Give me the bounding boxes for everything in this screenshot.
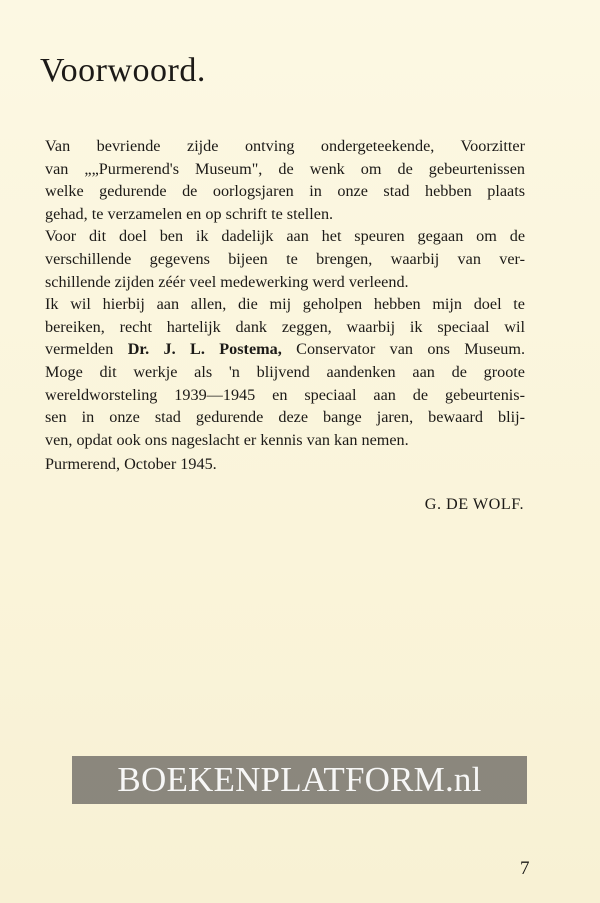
text-line-with-name xyxy=(45,338,525,361)
text-line: wereldworsteling 1939—1945 en speciaal aan de gebeurtenis- xyxy=(45,385,525,404)
text-line: sen in onze stad gedurende deze bange jaren, bewaard blij- xyxy=(45,408,525,427)
page-number: 7 xyxy=(520,858,530,879)
page-title: Voorwoord. xyxy=(40,52,206,89)
text-line: gehad, te verzamelen en op schrift te stellen. xyxy=(45,204,334,223)
text-line: Voor dit doel ben ik dadelijk aan het speuren gegaan om de xyxy=(45,227,525,246)
text-fragment: vermelden xyxy=(45,340,128,359)
text-line: schillende zijden zéér veel medewerking werd verleend. xyxy=(45,272,409,291)
text-line: Van bevriende zijde ontving ondergeteekende, Voorzitter xyxy=(45,137,525,155)
text-fragment: Conservator van ons Museum. xyxy=(281,340,525,359)
text-line: Moge dit werkje als 'n blijvend aandenken aan de groote xyxy=(45,362,525,381)
text-line: van „„Purmerend's Museum", de wenk om de gebeurtenissen xyxy=(45,159,525,178)
signature: G. DE WOLF. xyxy=(424,495,524,513)
watermark-banner: BOEKENPLATFORM.nl xyxy=(72,756,527,804)
text-line: welke gedurende de oorlogsjaren in onze stad hebben plaats xyxy=(45,182,525,201)
conservator-name: Dr. J. L. Postema, xyxy=(127,340,282,359)
text-line: bereiken, recht hartelijk dank zeggen, waarbij ik speciaal wil xyxy=(45,317,525,336)
text-line: verschillende gegevens bijeen te brengen, waarbij van ver- xyxy=(45,249,525,268)
place-date: Purmerend, October 1945. xyxy=(45,455,217,473)
text-line: ven, opdat ook ons nageslacht er kennis van kan nemen. xyxy=(45,430,409,449)
foreword-text xyxy=(45,135,525,451)
text-line: Ik wil hierbij aan allen, die mij geholpen hebben mijn doel te xyxy=(45,295,525,314)
